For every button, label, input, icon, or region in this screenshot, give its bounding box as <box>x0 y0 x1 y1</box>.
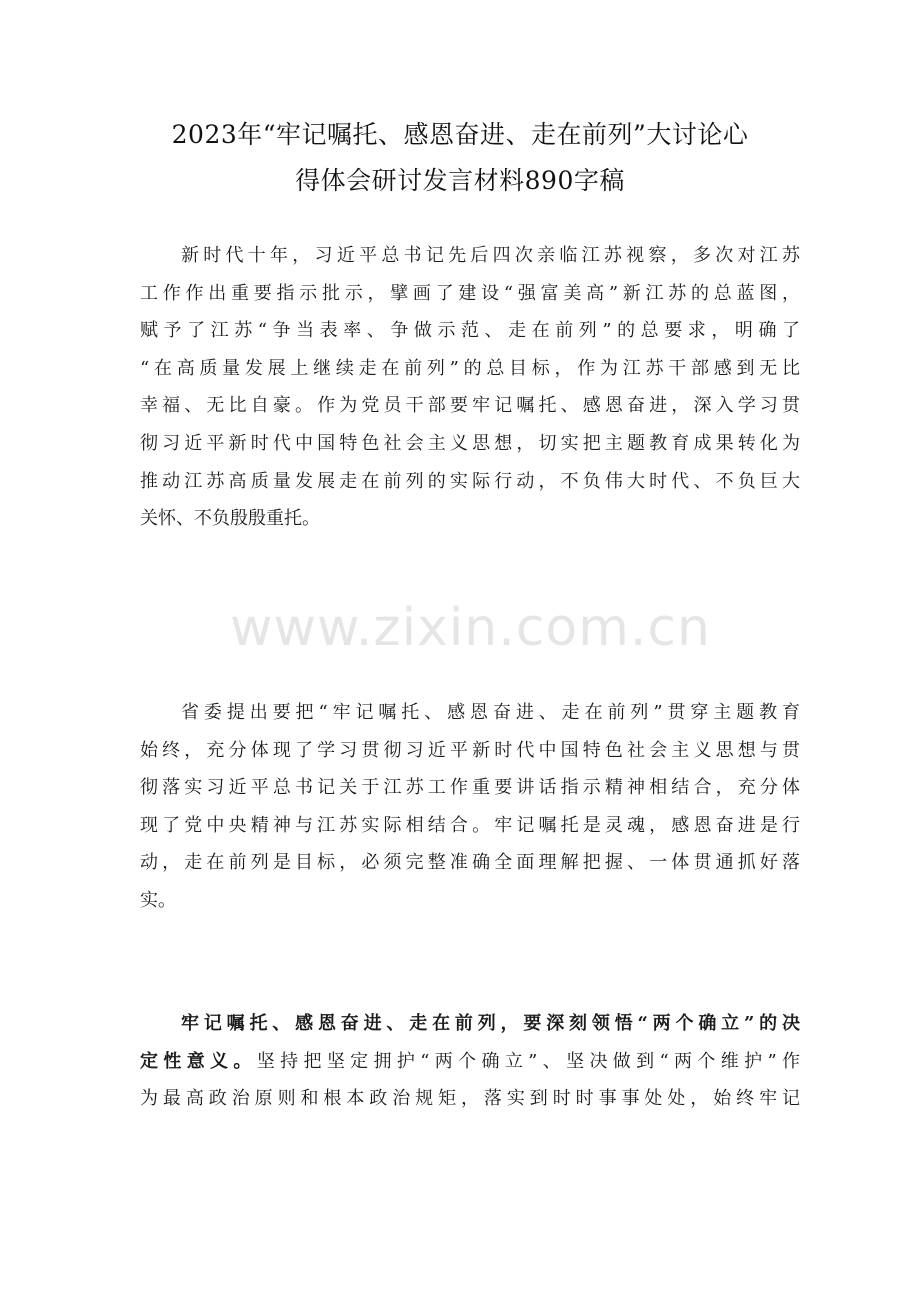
paragraph-line: 现了党中央精神与江苏实际相结合。牢记嘱托是灵魂，感恩奋进是行 <box>140 814 800 836</box>
paragraph-line: 关怀、不负殷殷重托。 <box>140 508 320 530</box>
paragraph-line: 实。 <box>140 889 176 911</box>
paragraph-line: 省委提出要把“牢记嘱托、感恩奋进、走在前列”贯穿主题教育 <box>181 702 800 723</box>
title-line-2: 得体会研讨发言材料890字稿 <box>295 166 625 195</box>
paragraph-line: 动，走在前列是目标，必须完整准确全面理解把握、一体贯通抓好落 <box>140 852 800 874</box>
paragraph-line: 始终，充分体现了学习贯彻习近平新时代中国特色社会主义思想与贯 <box>140 739 800 761</box>
paragraph-line-mixed <box>140 1043 800 1081</box>
paragraph-3 <box>140 1005 800 1118</box>
paragraph-line-rest: 坚持把坚定拥护“两个确立”、坚决做到“两个维护”作 <box>256 1050 801 1072</box>
watermark: www.zixin.com.cn <box>230 598 711 658</box>
paragraph-2 <box>140 694 800 920</box>
paragraph-line: 为最高政治原则和根本政治规矩，落实到时时事事处处，始终牢记 <box>140 1088 800 1110</box>
paragraph-line: 彻习近平新时代中国特色社会主义思想，切实把主题教育成果转化为 <box>140 432 800 454</box>
paragraph-line: 工作作出重要指示批示，擘画了建设“强富美高”新江苏的总蓝图， <box>140 282 800 304</box>
paragraph-bold-lead: 牢记嘱托、感恩奋进、走在前列，要深刻领悟“两个确立”的决 <box>181 1013 800 1034</box>
paragraph-line: 赋予了江苏“争当表率、争做示范、走在前列”的总要求，明确了 <box>140 320 800 342</box>
paragraph-bold-lead-end: 定性意义。 <box>140 1050 257 1072</box>
document-title <box>120 112 800 204</box>
paragraph-line: “在高质量发展上继续走在前列”的总目标，作为江苏干部感到无比 <box>140 357 800 379</box>
paragraph-line: 推动江苏高质量发展走在前列的实际行动，不负伟大时代、不负巨大 <box>140 470 800 492</box>
paragraph-1 <box>140 237 800 538</box>
title-line-1: 2023年“牢记嘱托、感恩奋进、走在前列”大讨论心 <box>171 120 749 149</box>
paragraph-line: 新时代十年，习近平总书记先后四次亲临江苏视察，多次对江苏 <box>181 245 800 266</box>
paragraph-line: 幸福、无比自豪。作为党员干部要牢记嘱托、感恩奋进，深入学习贯 <box>140 395 800 417</box>
paragraph-line: 彻落实习近平总书记关于江苏工作重要讲话指示精神相结合，充分体 <box>140 777 800 799</box>
